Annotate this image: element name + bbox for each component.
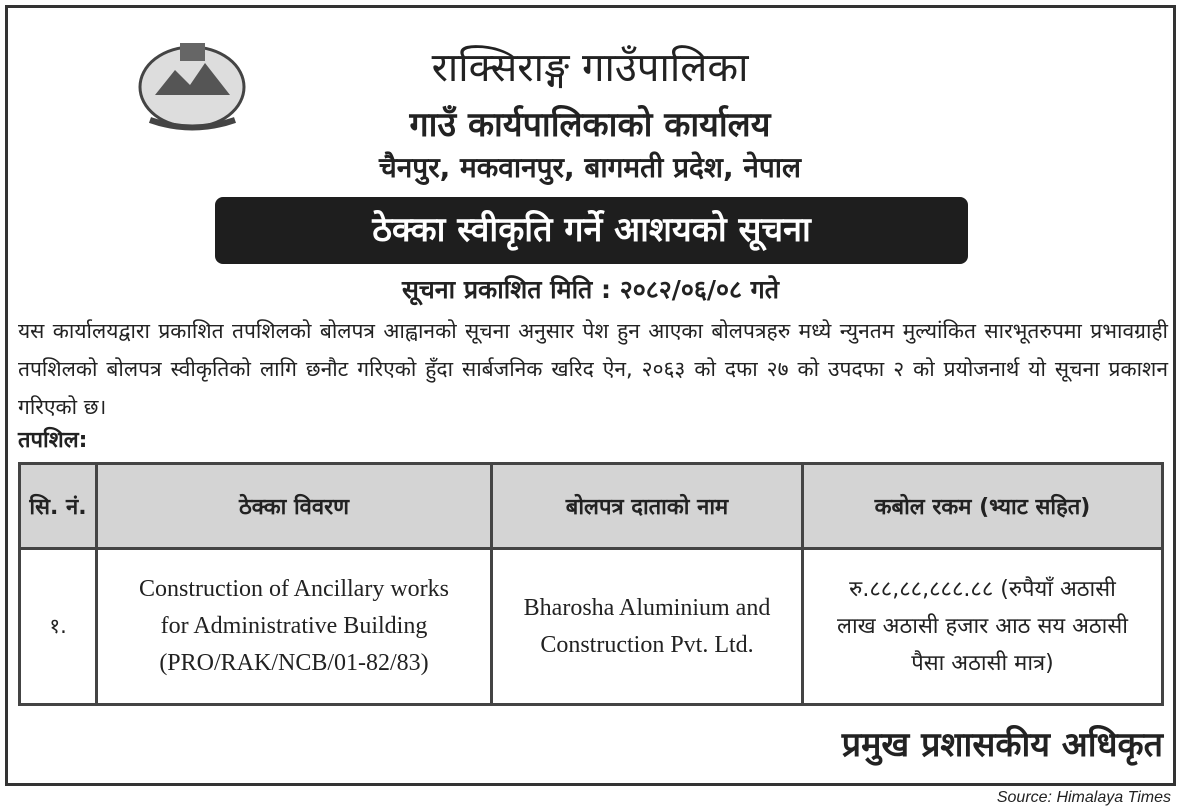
cell-contract: Construction of Ancillary works for Administrative Building (PRO/RAK/NCB/01-82/83) xyxy=(97,549,492,705)
office-name: गाउँ कार्यपालिकाको कार्यालय xyxy=(409,105,771,145)
signature-title: प्रमुख प्रशासकीय अधिकृत xyxy=(841,725,1163,765)
source-credit: Source: Himalaya Times xyxy=(996,789,1171,806)
contract-table xyxy=(18,462,1164,706)
col-serial: सि. नं. xyxy=(20,464,97,549)
col-contract: ठेक्का विवरण xyxy=(97,464,492,549)
municipality-name: राक्सिराङ्ग गाउँपालिका xyxy=(431,45,749,91)
cell-serial: १. xyxy=(20,549,97,705)
notice-paragraph: यस कार्यालयद्वारा प्रकाशित तपशिलको बोलपत्र आह्वानको सूचना अनुसार पेश हुन आएका बोलपत्रहरु मध्ये न्युनतम मुल्यांकित सारभूतरुपमा प्रभावग्राही तपशिलको बोलपत्र स्वीकृतिको लागि छनौट गरिएको हुँदा सार्बजनिक खरिद ऐन, २०६३ को दफा २७ को उपदफा २ को प्रयोजनार्थ यो सूचना प्रकाशन गरिएको छ। xyxy=(18,319,1168,419)
nepal-government-emblem-icon xyxy=(135,35,250,135)
details-label: तपशिल: xyxy=(18,428,88,453)
cell-amount: रु.८८,८८,८८८.८८ (रुपैयाँ अठासी लाख अठासी हजार आठ सय अठासी पैसा अठासी मात्र) xyxy=(803,549,1163,705)
notice-title: ठेक्का स्वीकृति गर्ने आशयको सूचना xyxy=(215,197,968,264)
publish-date: सूचना प्रकाशित मिति : २०८२/०६/०८ गते xyxy=(401,275,779,304)
col-bidder: बोलपत्र दाताको नाम xyxy=(492,464,803,549)
table-header-row xyxy=(20,464,1163,549)
office-address: चैनपुर, मकवानपुर, बागमती प्रदेश, नेपाल xyxy=(378,151,802,184)
col-amount: कबोल रकम (भ्याट सहित) xyxy=(803,464,1163,549)
cell-bidder: Bharosha Aluminium and Construction Pvt. Ltd. xyxy=(492,549,803,705)
table-row xyxy=(20,549,1163,705)
